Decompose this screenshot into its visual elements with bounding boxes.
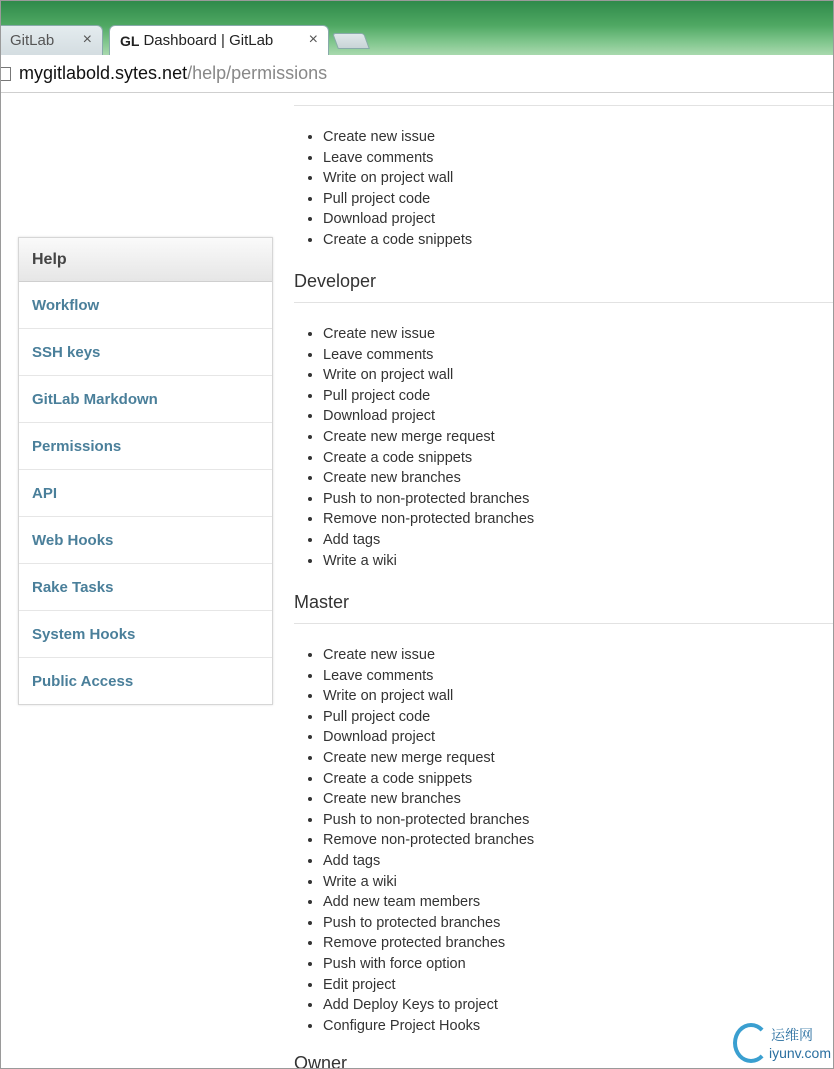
permission-item: • Push to non-protected branches xyxy=(323,810,534,831)
sidebar-item-ssh-keys[interactable]: SSH keys xyxy=(19,329,272,376)
permission-item: • Create new issue xyxy=(323,324,534,345)
permission-item: • Pull project code xyxy=(323,386,534,407)
page-icon xyxy=(1,67,11,81)
watermark-logo xyxy=(733,1019,833,1067)
permission-item: • Add Deploy Keys to project xyxy=(323,995,534,1016)
permission-item: • Pull project code xyxy=(323,189,472,210)
permission-item: • Create new branches xyxy=(323,789,534,810)
permission-item: • Remove non-protected branches xyxy=(323,830,534,851)
permission-item: • Write a wiki xyxy=(323,872,534,893)
divider xyxy=(294,105,834,106)
permission-item: • Write on project wall xyxy=(323,686,534,707)
permission-item: • Download project xyxy=(323,727,534,748)
permission-item: • Edit project xyxy=(323,975,534,996)
url-host: mygitlabold.sytes.net xyxy=(19,63,188,83)
sidebar-item-system-hooks[interactable]: System Hooks xyxy=(19,611,272,658)
permission-item: • Create new issue xyxy=(323,645,534,666)
master-heading: Master xyxy=(294,592,350,612)
sidebar-item-api[interactable]: API xyxy=(19,470,272,517)
master-permission-list xyxy=(294,645,534,1036)
permission-item: • Remove protected branches xyxy=(323,933,534,954)
permission-item: • Write on project wall xyxy=(323,168,472,189)
permission-item: • Write on project wall xyxy=(323,365,534,386)
tab-label: Dashboard | GitLab xyxy=(143,32,274,49)
tab-gitlab[interactable] xyxy=(0,25,103,55)
sidebar-item-public-access[interactable]: Public Access xyxy=(32,673,134,690)
permission-item: • Push to non-protected branches xyxy=(323,489,534,510)
watermark-en: iyunv.com xyxy=(769,1045,831,1061)
url-text[interactable] xyxy=(19,63,327,84)
sidebar-item-permissions[interactable]: Permissions xyxy=(19,423,272,470)
sidebar-item-workflow[interactable]: Workflow xyxy=(19,282,272,329)
permission-item: • Add new team members xyxy=(323,892,534,913)
permission-item: • Create new issue xyxy=(323,127,472,148)
permission-item: • Push to protected branches xyxy=(323,913,534,934)
permission-item: • Create a code snippets xyxy=(323,448,534,469)
divider xyxy=(294,302,834,303)
developer-heading: Developer xyxy=(294,271,377,291)
tab-label: GitLab xyxy=(10,32,55,49)
watermark-cn: 运维网 xyxy=(771,1028,813,1044)
permission-item: • Leave comments xyxy=(323,345,534,366)
permission-item: • Download project xyxy=(323,209,472,230)
permission-item: • Push with force option xyxy=(323,954,534,975)
help-sidebar xyxy=(18,237,273,705)
gitlab-favicon-icon: GL xyxy=(120,32,140,49)
permission-item: • Configure Project Hooks xyxy=(323,1016,534,1037)
permission-item: • Add tags xyxy=(323,851,534,872)
permission-item: • Create a code snippets xyxy=(323,230,472,251)
permission-item: • Add tags xyxy=(323,530,534,551)
developer-permission-list xyxy=(294,324,534,571)
permission-item: • Leave comments xyxy=(323,666,534,687)
guest-permission-list xyxy=(294,127,472,251)
url-path: /help/permissions xyxy=(187,63,328,83)
sidebar-title: Help xyxy=(19,238,272,282)
permission-item: • Create new merge request xyxy=(323,427,534,448)
owner-heading: Owner xyxy=(294,1053,348,1069)
close-icon[interactable]: × xyxy=(82,31,92,48)
swirl-logo-icon xyxy=(733,1023,769,1063)
permission-item: • Create new merge request xyxy=(323,748,534,769)
permission-item: • Create a code snippets xyxy=(323,769,534,790)
sidebar-item-rake-tasks[interactable]: Rake Tasks xyxy=(19,564,272,611)
sidebar-item-gitlab-markdown[interactable]: GitLab Markdown xyxy=(19,376,272,423)
permission-item: • Download project xyxy=(323,406,534,427)
close-icon[interactable]: × xyxy=(308,31,318,48)
permission-item: • Write a wiki xyxy=(323,551,534,572)
new-tab-button[interactable] xyxy=(332,33,370,49)
tab-strip xyxy=(1,1,834,55)
permission-item: • Create new branches xyxy=(323,468,534,489)
permission-item: • Remove non-protected branches xyxy=(323,509,534,530)
permission-item: • Pull project code xyxy=(323,707,534,728)
sidebar-item-web-hooks[interactable]: Web Hooks xyxy=(19,517,272,564)
permission-item: • Leave comments xyxy=(323,148,472,169)
address-bar[interactable] xyxy=(1,55,834,93)
divider xyxy=(294,623,834,624)
tab-dashboard[interactable] xyxy=(109,25,329,55)
